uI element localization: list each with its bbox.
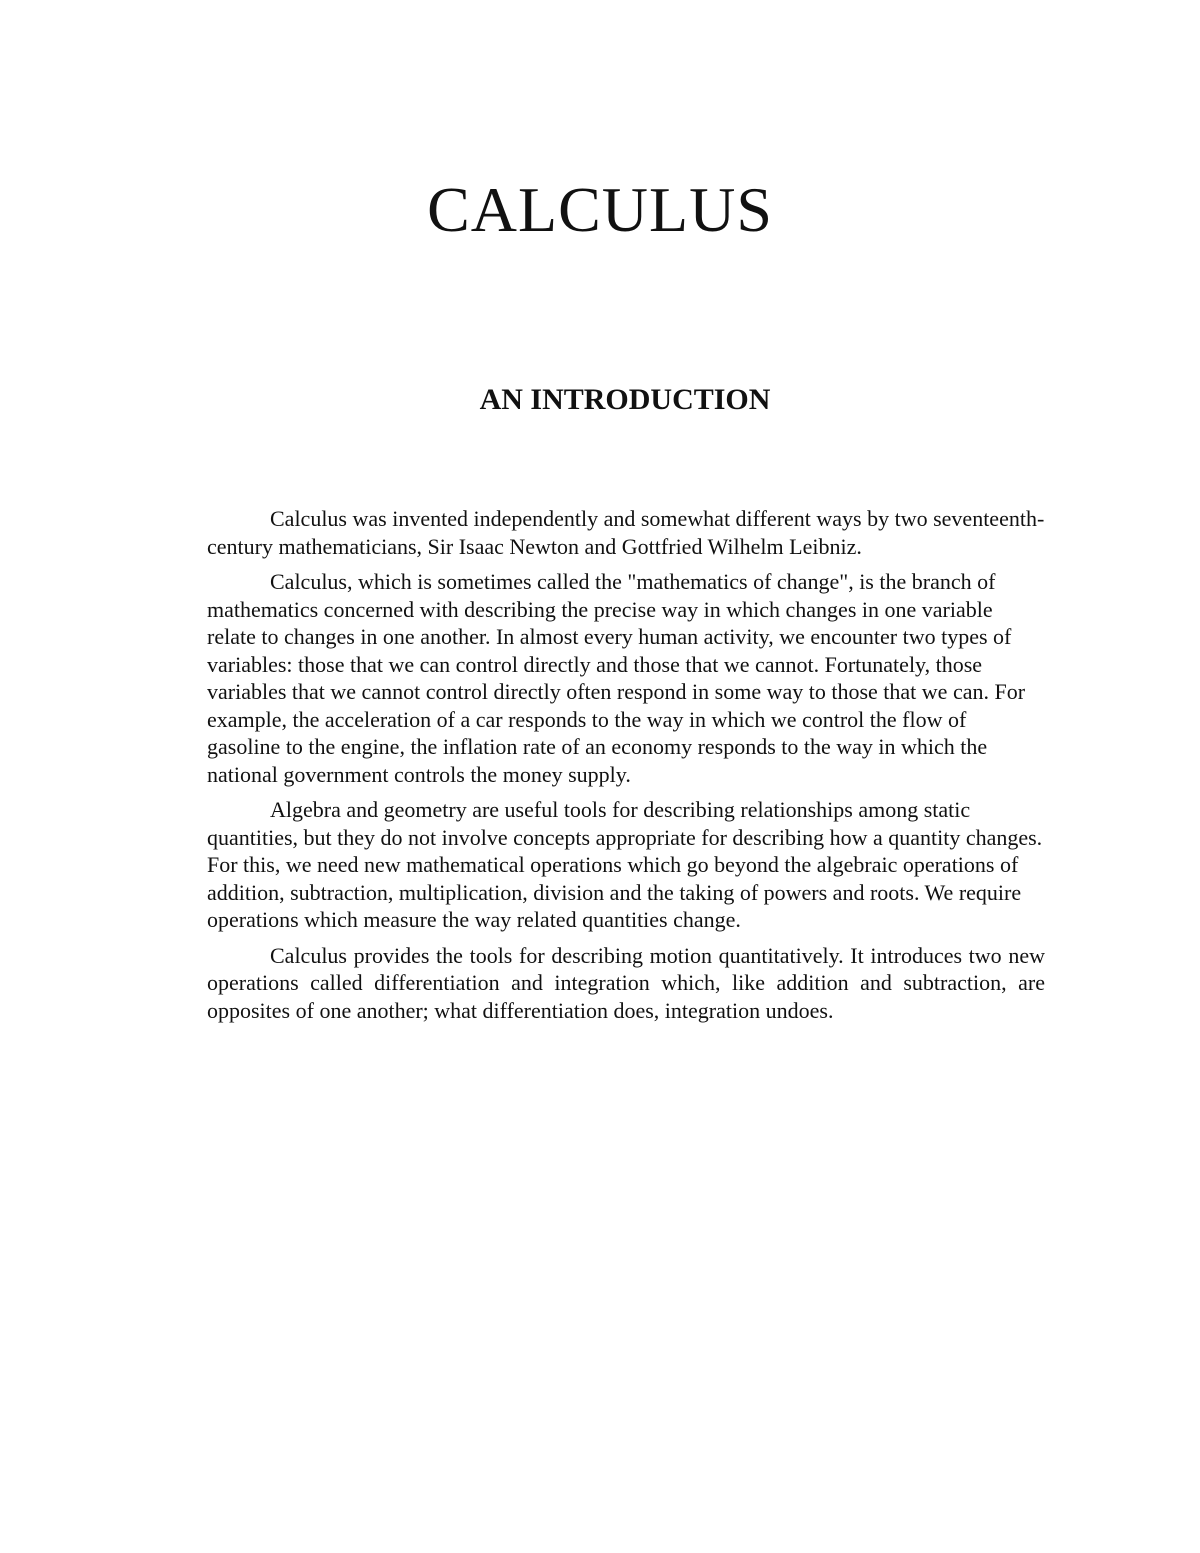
paragraph-mathematics-of-change: Calculus, which is sometimes called the "mathematics of change", is the branch of mathematics concerned with describing the precise way in which changes in one variable relate to changes in one another. In almost every human activity, we encounter two types of variables: those that we can control directly and those that we cannot. Fortunately, those variables that we cannot control directly often respond in some way to those that we can. For example, the acceleration of a car responds to the way in which we control the flow of gasoline to the engine, the inflation rate of an economy responds to the way in which the national government controls the money supply. — [207, 569, 1026, 787]
body-text — [207, 505, 1045, 1032]
document-title: CALCULUS — [427, 174, 773, 245]
paragraph-invention: Calculus was invented independently and somewhat different ways by two seventeenth-century mathematicians, Sir Isaac Newton and Gottfried Wilhelm Leibniz. — [207, 506, 1045, 559]
paragraph-algebra-geometry: Algebra and geometry are useful tools for describing relationships among static quantities, but they do not involve concepts appropriate for describing how a quantity changes. For this, we need new mathematical operations which go beyond the algebraic operations of addition, subtraction, multiplication, division and the taking of powers and roots. We require operations which measure the way related quantities change. — [207, 797, 1043, 932]
document-subtitle: AN INTRODUCTION — [479, 383, 771, 416]
paragraph-differentiation-integration: Calculus provides the tools for describing motion quantitatively. It introduces two new operations called differentiation and integration which, like addition and subtraction, are opposites of one another; what differentiation does, integration undoes. — [207, 942, 1045, 1023]
